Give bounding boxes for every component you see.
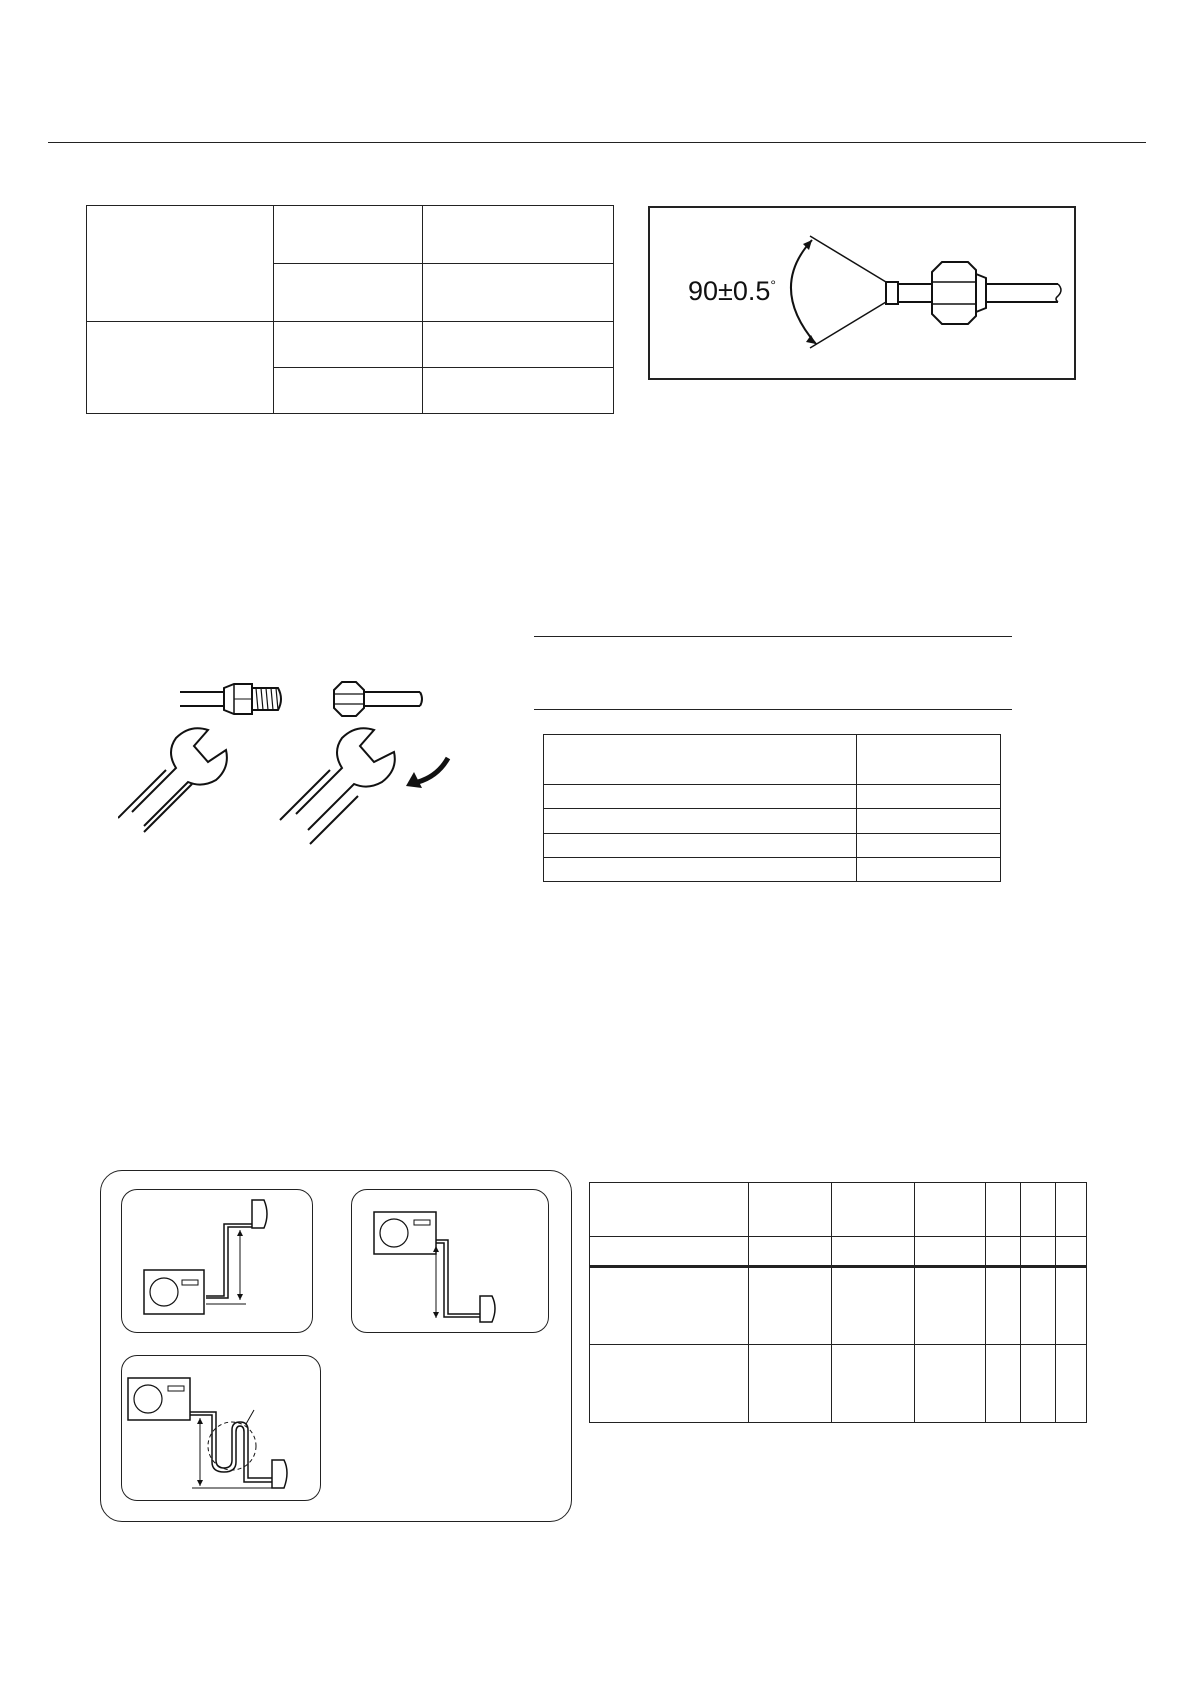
table-cell [749, 1345, 832, 1423]
diagram-outdoor-above [351, 1189, 549, 1333]
table-cell [274, 206, 423, 264]
table-cell [590, 1237, 749, 1267]
section-rule [534, 709, 1012, 710]
table-cell [832, 1183, 915, 1237]
installation-diagram-panel [100, 1170, 572, 1522]
table-cell [274, 264, 423, 322]
table-cell [915, 1345, 986, 1423]
indoor-unit-icon [252, 1200, 267, 1228]
flare-nut-icon [334, 682, 422, 716]
flare-pipe-icon [180, 684, 281, 714]
outdoor-unit-icon [144, 1270, 204, 1314]
outdoor-unit-icon [374, 1212, 436, 1254]
table-cell [590, 1267, 749, 1345]
table-cell [274, 322, 423, 368]
table-cell [423, 368, 614, 414]
table-cell [749, 1183, 832, 1237]
rotation-arrow-icon [406, 758, 448, 788]
pipe-length-table [589, 1182, 1087, 1423]
table-cell [544, 857, 857, 881]
table-cell [915, 1183, 986, 1237]
table-cell [1056, 1345, 1087, 1423]
table-cell [544, 833, 857, 857]
table-cell [749, 1237, 832, 1267]
table-cell [1021, 1267, 1056, 1345]
wrench-icon [280, 728, 395, 844]
table-cell [87, 322, 274, 414]
table-cell [544, 735, 857, 785]
wrench-illustration [118, 672, 478, 872]
table-cell [857, 833, 1001, 857]
table-cell [590, 1345, 749, 1423]
diagram-oil-trap [121, 1355, 321, 1501]
table-cell [423, 322, 614, 368]
table-cell [544, 785, 857, 809]
table-cell [832, 1267, 915, 1345]
table-cell [274, 368, 423, 414]
table-cell [915, 1267, 986, 1345]
torque-table [543, 734, 1001, 882]
outdoor-unit-icon [128, 1378, 190, 1420]
table-cell [1021, 1183, 1056, 1237]
wrench-icon [118, 728, 227, 832]
table-cell [544, 809, 857, 833]
section-rule [534, 636, 1012, 637]
table-cell [423, 206, 614, 264]
diagram-indoor-above [121, 1189, 313, 1333]
table-cell [857, 809, 1001, 833]
flare-angle-figure [648, 206, 1076, 380]
indoor-unit-icon [272, 1460, 287, 1488]
table-cell [986, 1237, 1021, 1267]
table-cell [1056, 1183, 1087, 1237]
table-cell [915, 1237, 986, 1267]
table-cell [749, 1267, 832, 1345]
table-cell [986, 1267, 1021, 1345]
table-cell [832, 1345, 915, 1423]
table-cell [1021, 1237, 1056, 1267]
table-cell [986, 1183, 1021, 1237]
table-cell [1056, 1237, 1087, 1267]
flare-dimension-table [86, 205, 614, 414]
header-rule [48, 142, 1146, 143]
table-cell [1056, 1267, 1087, 1345]
table-cell [87, 206, 274, 322]
oil-trap-icon [190, 1410, 272, 1482]
indoor-unit-icon [480, 1296, 495, 1322]
table-cell [986, 1345, 1021, 1423]
flare-angle-label: 90±0.5 [688, 276, 771, 306]
table-cell [423, 264, 614, 322]
table-cell [1021, 1345, 1056, 1423]
table-cell [832, 1237, 915, 1267]
degree-mark: ° [770, 277, 776, 293]
table-cell [857, 857, 1001, 881]
table-cell [857, 735, 1001, 785]
table-cell [590, 1183, 749, 1237]
table-cell [857, 785, 1001, 809]
